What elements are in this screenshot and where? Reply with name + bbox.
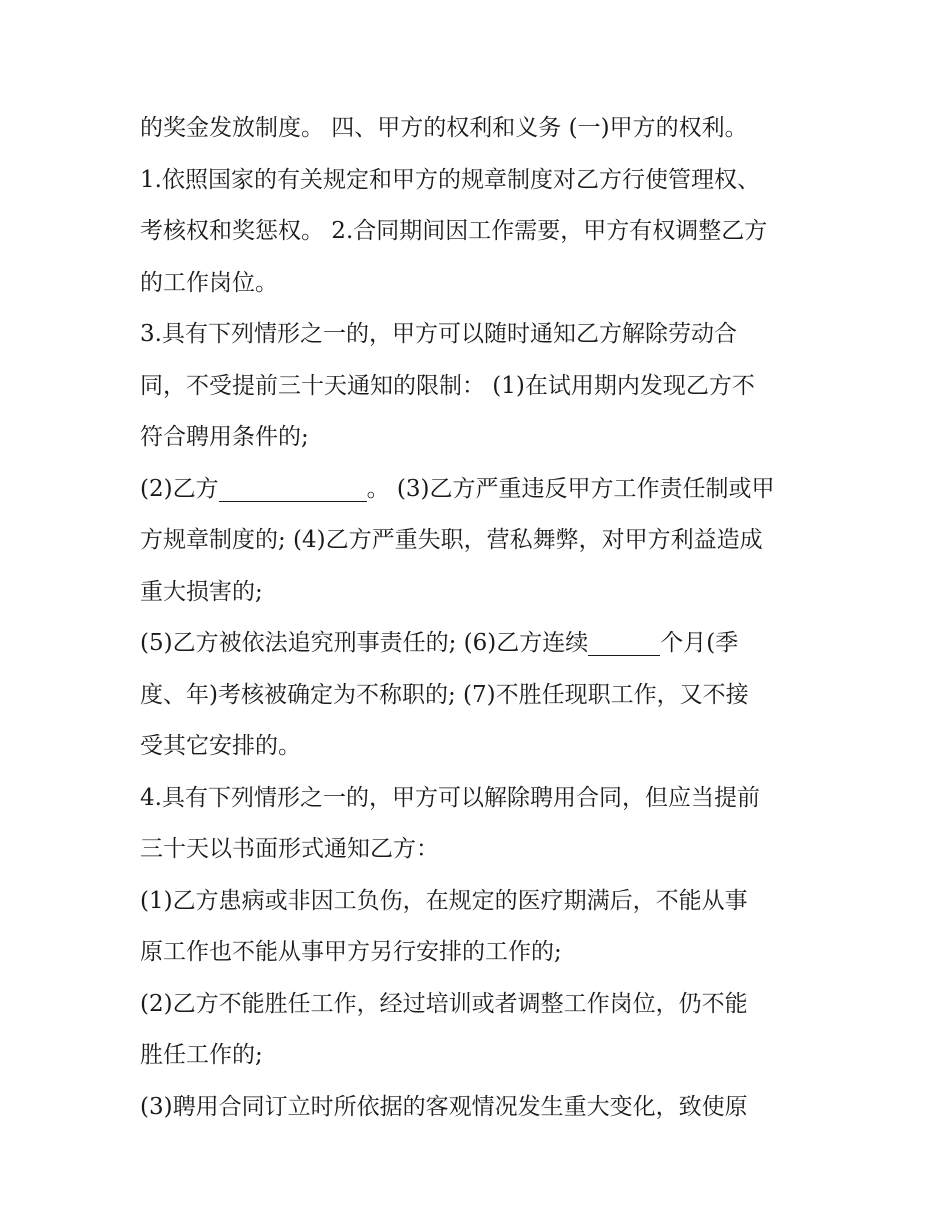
text-line: 符合聘用条件的; xyxy=(140,424,309,450)
text-segment: 。 (3)乙方严重违反甲方工作责任制或甲 xyxy=(366,475,775,502)
text-line: 胜任工作的; xyxy=(140,1042,263,1068)
text-line: 同，不受提前三十天通知的限制： (1)在试用期内发现乙方不 xyxy=(140,372,755,399)
text-line: 的奖金发放制度。 四、甲方的权利和义务 (一)甲方的权利。 xyxy=(140,115,748,141)
text-line xyxy=(140,618,812,670)
text-line: (3)聘用合同订立时所依据的客观情况发生重大变化，致使原 xyxy=(140,1093,748,1120)
text-segment: 个月(季 xyxy=(660,630,739,656)
text-line: 重大损害的; xyxy=(140,578,263,605)
text-line: 三十天以书面形式通知乙方： xyxy=(140,836,439,862)
text-segment: (2)乙方 xyxy=(140,475,219,502)
text-segment: (5)乙方被依法追究刑事责任的; (6)乙方连续 xyxy=(140,630,589,656)
fill-in-blank xyxy=(588,631,660,656)
text-line: 方规章制度的; (4)乙方严重失职，营私舞弊，对甲方利益造成 xyxy=(140,527,763,553)
text-line: (2)乙方不能胜任工作，经过培训或者调整工作岗位，仍不能 xyxy=(140,990,748,1017)
text-line: 受其它安排的。 xyxy=(140,733,301,759)
fill-in-blank xyxy=(219,477,367,502)
document-body xyxy=(140,103,812,1133)
text-line: 度、年)考核被确定为不称职的; (7)不胜任现职工作，又不接 xyxy=(140,681,749,708)
text-line xyxy=(140,464,812,516)
text-line: (1)乙方患病或非因工负伤，在规定的医疗期满后，不能从事 xyxy=(140,887,748,914)
text-line: 的工作岗位。 xyxy=(140,269,278,296)
text-line: 4.具有下列情形之一的，甲方可以解除聘用合同，但应当提前 xyxy=(140,784,760,811)
text-line: 考核权和奖惩权。 2.合同期间因工作需要，甲方有权调整乙方 xyxy=(140,218,768,244)
text-line: 1.依照国家的有关规定和甲方的规章制度对乙方行使管理权、 xyxy=(140,166,760,193)
text-line: 原工作也不能从事甲方另行安排的工作的; xyxy=(140,939,562,965)
text-line: 3.具有下列情形之一的，甲方可以随时通知乙方解除劳动合 xyxy=(140,321,737,347)
